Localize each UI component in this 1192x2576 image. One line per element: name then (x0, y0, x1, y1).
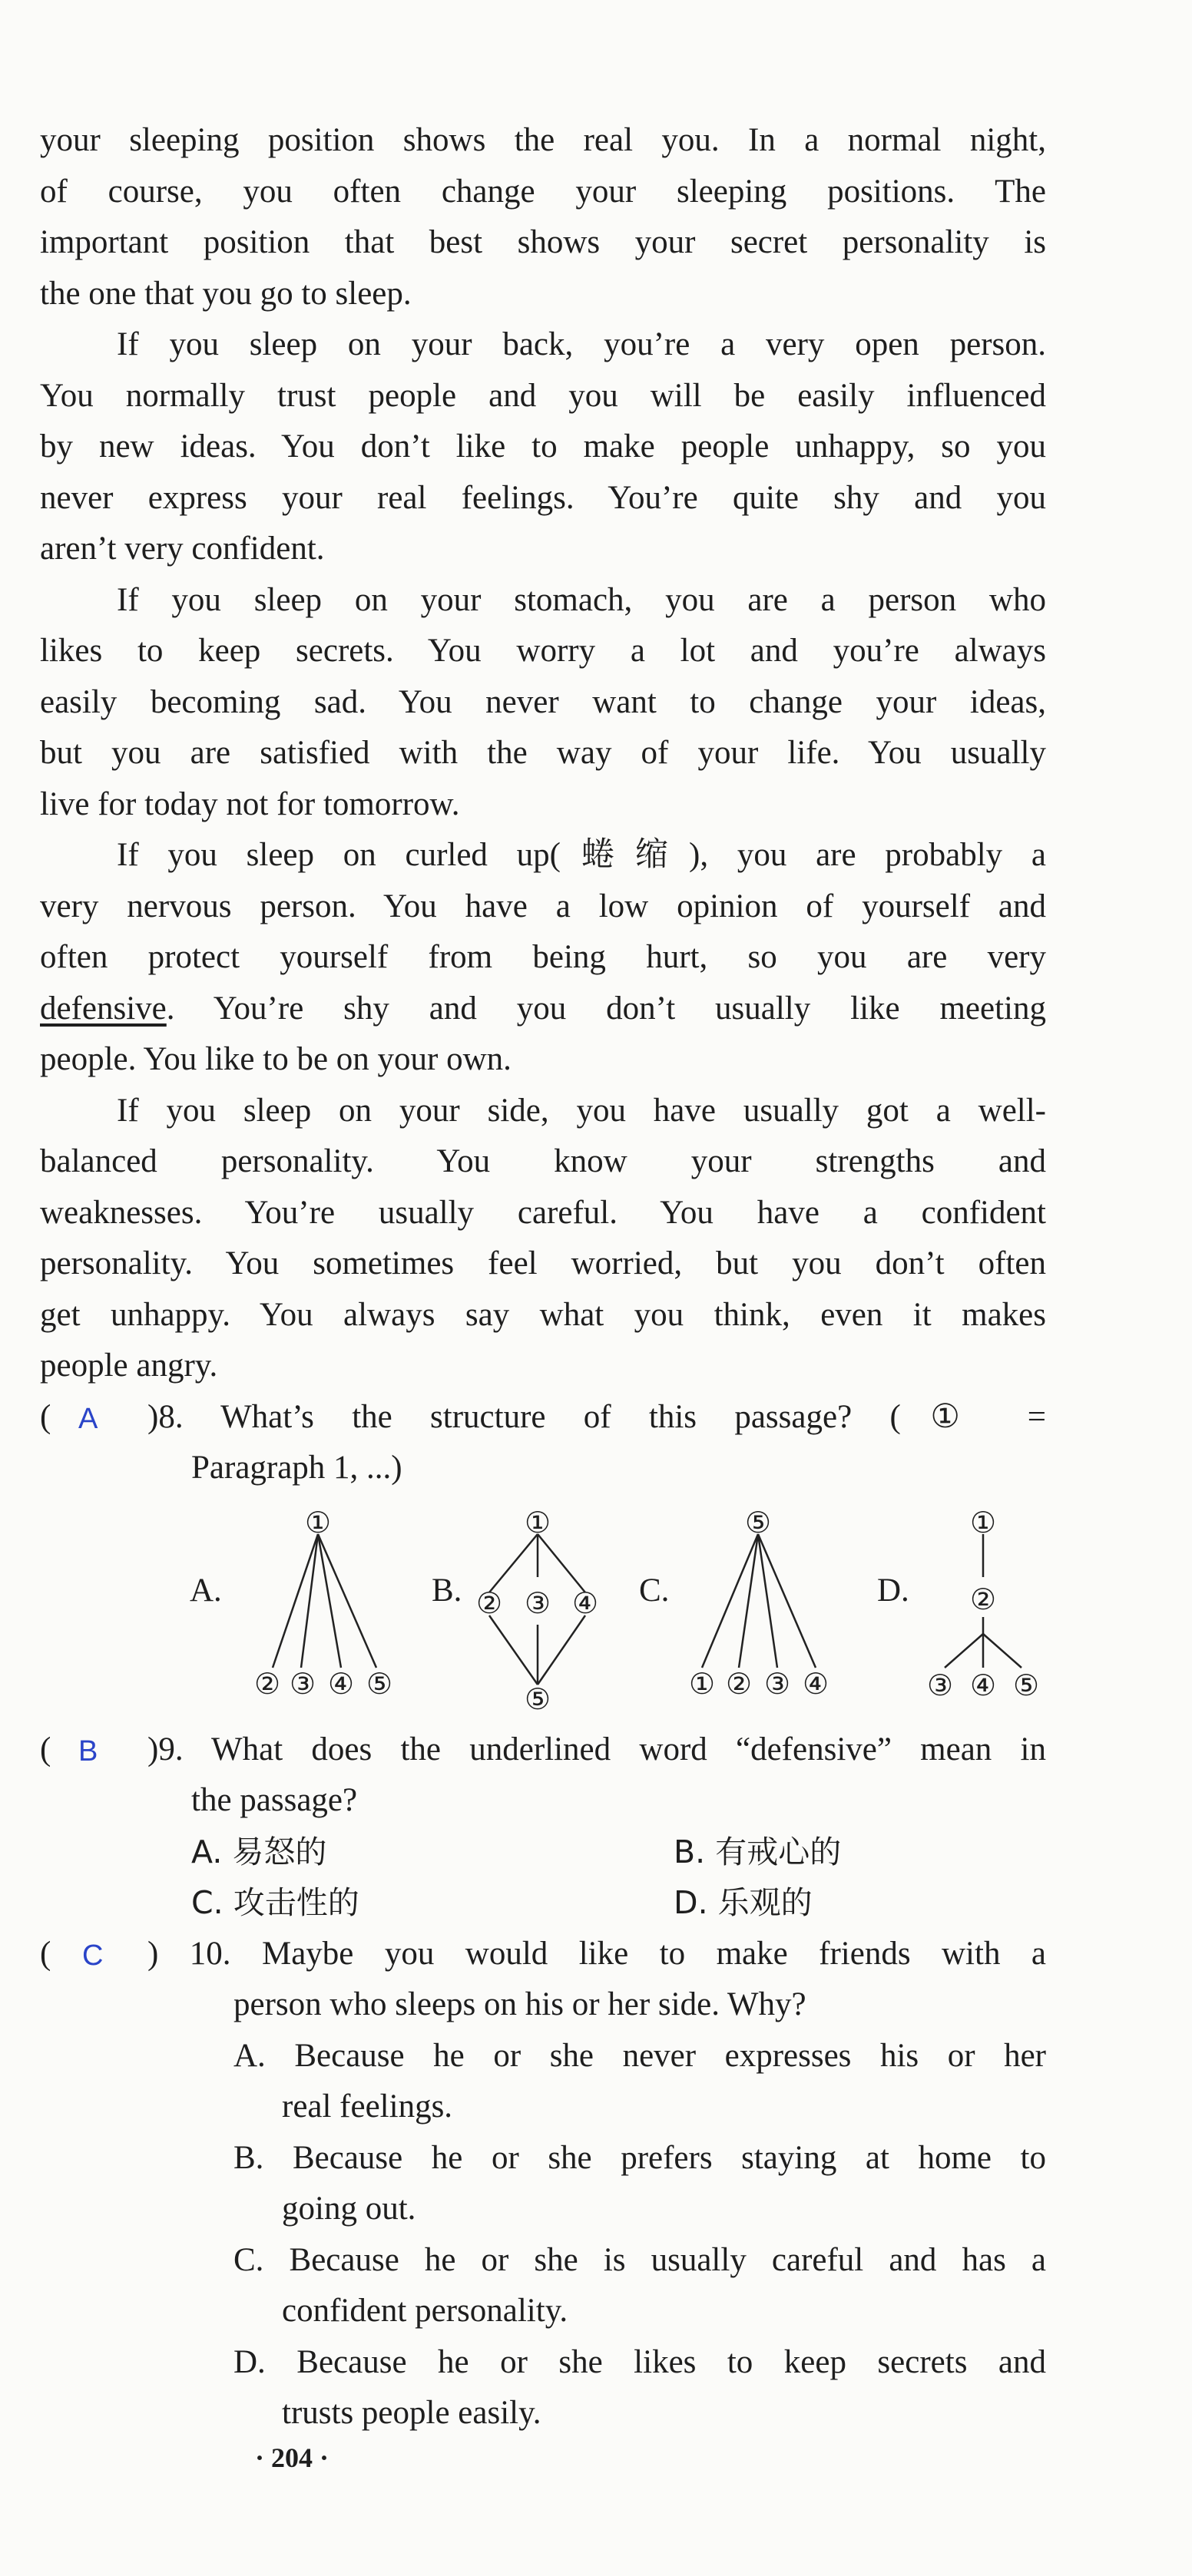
answer-paren-open: ( (40, 1935, 51, 1972)
answer-paren-open: ( (40, 1731, 51, 1767)
text-line: You normally trust people and you will be easily influenced (40, 377, 1046, 414)
text-line: important position that best shows your secret personality is (40, 224, 1046, 260)
text-line: If you sleep on curled up(蜷缩), you are probably a (117, 837, 1046, 873)
text-line: people. You like to be on your own. (40, 1041, 512, 1077)
option-a: A. 易怒的 (191, 1833, 327, 1870)
option-b-cont: going out. (282, 2190, 416, 2227)
node-a-2: ③ (289, 1666, 316, 1701)
reading-passage (40, 115, 1046, 2439)
node-d-top: ① (969, 1505, 997, 1539)
node-b-bottom: ⑤ (524, 1682, 551, 1716)
text-segment: . You’re shy and you don’t usually like meeting (166, 990, 1046, 1027)
node-d-1: ③ (926, 1668, 954, 1702)
question-9 (40, 1724, 1046, 1929)
question-10 (40, 1929, 1046, 2439)
option-d-label: D. (877, 1572, 909, 1609)
text-line: often protect yourself from being hurt, so you are very (40, 939, 1046, 975)
node-b-mid-3: ④ (571, 1586, 599, 1620)
option-d: D. Because he or she likes to keep secrets and (233, 2343, 1046, 2380)
paragraph-3 (40, 575, 1046, 831)
node-c-top: ⑤ (744, 1505, 772, 1539)
question-stem-cont: person who sleeps on his or her side. Why? (233, 1986, 806, 2022)
text-line: weaknesses. You’re usually careful. You have a confident (40, 1194, 1046, 1231)
node-b-top: ① (524, 1505, 551, 1539)
text-line: never express your real feelings. You’re quite shy and you (40, 479, 1046, 516)
paragraph-5 (40, 1086, 1046, 1392)
node-c-3: ③ (763, 1666, 791, 1701)
node-a-4: ⑤ (366, 1666, 393, 1701)
structure-diagram-options (40, 1494, 1046, 1724)
node-a-top: ① (304, 1505, 332, 1539)
node-b-mid-1: ② (475, 1586, 503, 1620)
option-b: B. Because he or she prefers staying at home to (233, 2139, 1046, 2176)
text-line: people angry. (40, 1348, 218, 1384)
text-line: balanced personality. You know your strengths and (40, 1143, 1046, 1179)
answer-mark: A (78, 1402, 98, 1435)
option-b-label: B. (432, 1572, 462, 1609)
text-line: likes to keep secrets. You worry a lot and you’re always (40, 633, 1046, 669)
option-c: C. 攻击性的 (191, 1883, 359, 1921)
underlined-word-defensive: defensive (40, 990, 167, 1027)
answer-mark: C (82, 1939, 104, 1972)
text-line: live for today not for tomorrow. (40, 785, 460, 822)
node-d-2: ④ (969, 1668, 997, 1702)
option-a-cont: real feelings. (282, 2088, 453, 2125)
text-line: easily becoming sad. You never want to change your ideas, (40, 683, 1046, 720)
question-stem-cont: Paragraph 1, ...) (191, 1449, 402, 1486)
text-line: personality. You sometimes feel worried, but you don’t often (40, 1245, 1046, 1281)
option-a-label: A. (190, 1572, 222, 1609)
tree-diagrams (40, 1494, 1046, 1724)
paragraph-2 (40, 319, 1046, 575)
text-line: aren’t very confident. (40, 531, 325, 567)
text-line: of course, you often change your sleeping positions. The (40, 173, 1046, 210)
paragraph-1 (40, 115, 1046, 319)
question-8 (40, 1392, 1046, 1494)
paragraph-4 (40, 830, 1046, 1086)
page-number: · 204 · (254, 2442, 329, 2473)
node-a-1: ② (253, 1666, 281, 1701)
question-stem-cont: the passage? (191, 1781, 358, 1818)
text-line (40, 984, 1046, 1035)
text-line: very nervous person. You have a low opinion of yourself and (40, 888, 1046, 924)
question-stem: ) 10. Maybe you would like to make friends with a (147, 1935, 1046, 1972)
text-line: the one that you go to sleep. (40, 275, 412, 312)
text-line: by new ideas. You don’t like to make people unhappy, so you (40, 428, 1046, 465)
option-c-cont: confident personality. (282, 2292, 568, 2329)
node-a-3: ④ (327, 1666, 355, 1701)
answer-paren-open: ( (40, 1398, 51, 1435)
text-line: but you are satisfied with the way of your life. You usually (40, 735, 1046, 771)
option-d-cont: trusts people easily. (282, 2394, 541, 2431)
option-d: D. 乐观的 (674, 1883, 813, 1921)
node-c-2: ② (725, 1666, 753, 1701)
text-line: If you sleep on your back, you’re a very open person. (117, 326, 1046, 362)
option-c-label: C. (639, 1572, 670, 1609)
node-b-mid-2: ③ (524, 1586, 551, 1620)
text-line: If you sleep on your stomach, you are a person who (117, 581, 1046, 618)
question-stem: )9. What does the underlined word “defensive” mean in (147, 1731, 1046, 1767)
node-d-3: ⑤ (1012, 1668, 1040, 1702)
node-d-mid: ② (969, 1582, 997, 1616)
text-line: get unhappy. You always say what you think, even it makes (40, 1296, 1046, 1333)
text-line: If you sleep on your side, you have usually got a well- (117, 1092, 1046, 1129)
node-c-1: ① (688, 1666, 716, 1701)
option-a: A. Because he or she never expresses his or her (233, 2037, 1046, 2074)
option-b: B. 有戒心的 (674, 1833, 842, 1870)
question-stem: )8. What’s the structure of this passage? (① = (147, 1398, 1046, 1435)
text-line: your sleeping position shows the real you. In a normal night, (40, 122, 1046, 158)
option-c: C. Because he or she is usually careful and has a (233, 2241, 1046, 2278)
answer-mark: B (78, 1734, 98, 1767)
node-c-4: ④ (802, 1666, 829, 1701)
